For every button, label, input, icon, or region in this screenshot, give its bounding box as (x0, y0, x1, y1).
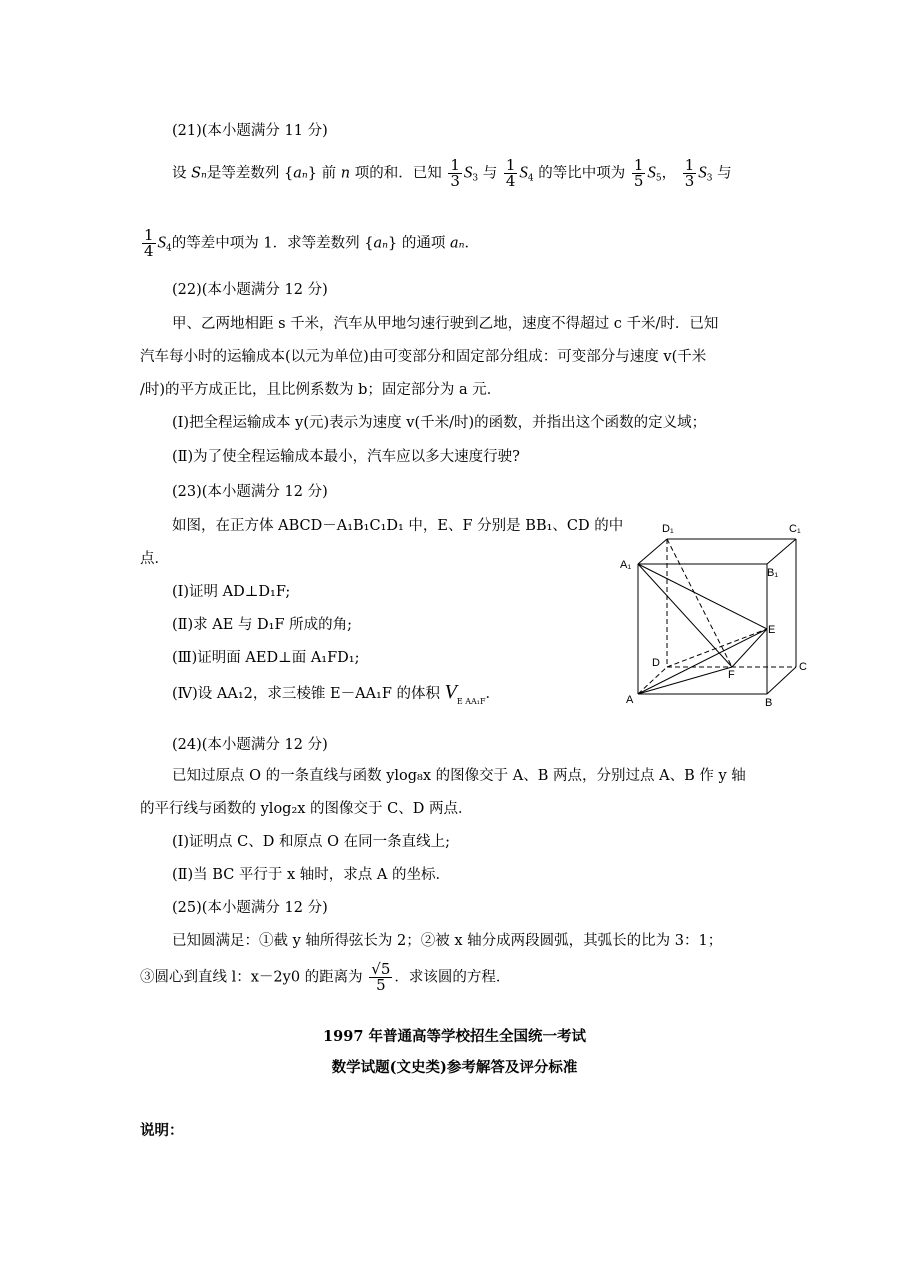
label-e: E (768, 624, 776, 636)
label-a1: A₁ (620, 559, 632, 571)
q24-line2: 的平行线与函数的 ylog₂x 的图像交于 C、D 两点． (140, 801, 473, 817)
q22-header: (22)(本小题满分 12 分) (172, 282, 328, 298)
q24-part1: (Ⅰ)证明点 C、D 和原点 O 在同一条直线上; (172, 834, 450, 850)
q22-line1: 甲、乙两地相距 s 千米，汽车从甲地匀速行驶到乙地，速度不得超过 c 千米/时．已知 (172, 316, 719, 332)
q21-an: aₙ (293, 165, 308, 182)
q25-header: (25)(本小题满分 12 分) (172, 900, 328, 916)
volume-subscript: E AA₁F (456, 697, 486, 706)
q21-text: 的等比中项为 (533, 165, 626, 182)
q23-part1: (Ⅰ)证明 AD⊥D₁F; (172, 584, 291, 600)
q21-text: } 前 (307, 165, 341, 182)
q21-an: aₙ (449, 235, 465, 252)
edge-bc (767, 667, 796, 694)
q25-line1: 已知圆满足：①截 y 轴所得弦长为 2；②被 x 轴分成两段圆弧，其弧长的比为 3：1； (172, 933, 723, 949)
q21-text: } 的通项 (387, 235, 450, 252)
fraction-1-3: $\frac{1}{3}$ (684, 156, 695, 190)
s3: S (698, 162, 707, 182)
q21-line1: 设 Sₙ是等差数列 {aₙ} 前 n 项的和．已知 $\frac{1}{3}$ $S_3$ 与 $\frac{1}{4}$ $S_4$ 的等比中项为 $\frac{1}{5}$ $S_5$， $\frac{1}{3}$ $S_3$ 与 (172, 156, 732, 190)
label-b: B (765, 697, 773, 709)
label-b1: B₁ (767, 567, 779, 579)
label-a: A (626, 694, 634, 706)
label-d: D (652, 657, 660, 669)
q23-part4: (Ⅳ)设 AA₁2，求三棱锥 E－AA₁F 的体积 $V_{E AA_1F}$． (172, 681, 501, 706)
fraction-1-4: $\frac{1}{4}$ (505, 156, 516, 190)
label-d1: D₁ (662, 523, 674, 535)
volume-v: V (444, 681, 457, 703)
q21-an: aₙ (373, 235, 388, 252)
fraction-sqrt5-5: $\frac{√5}{5}$ (371, 960, 391, 994)
label-f: F (728, 669, 735, 681)
segment-a1e (638, 564, 767, 629)
q21-text: 是等差数列 { (206, 165, 294, 182)
edge-b1c1 (767, 539, 796, 564)
q21-text: 的等差中项为 1．求等差数列 { (171, 235, 374, 252)
label-c1: C₁ (789, 523, 801, 535)
fraction-1-4: $\frac{1}{4}$ (144, 226, 154, 260)
q21-line2: $\frac{1}{4}$ $S_4$的等差中项为 1．求等差数列 {aₙ} 的通项 aₙ． (144, 226, 479, 260)
q21-text: ， (661, 165, 677, 182)
fraction-1-3: $\frac{1}{3}$ (450, 156, 460, 190)
answer-title-1: 1997 年普通高等学校招生全国统一考试 (323, 1028, 586, 1045)
s4: S (157, 232, 167, 252)
q21-sn: Sₙ (191, 165, 207, 182)
segment-a1f (638, 564, 732, 667)
q22-part1: (Ⅰ)把全程运输成本 y(元)表示为速度 v(千米/时)的函数，并指出这个函数的定义域； (172, 415, 707, 431)
s5: S (647, 162, 656, 182)
q21-text: 与 (478, 165, 498, 182)
q22-part2: (Ⅱ)为了使全程运输成本最小，汽车应以多大速度行驶? (172, 449, 520, 465)
q22-line2: 汽车每小时的运输成本(以元为单位)由可变部分和固定部分组成：可变部分与速度 v(千米 (140, 349, 707, 365)
cube-figure (615, 512, 815, 712)
q21-text: 设 (172, 165, 192, 182)
answer-note: 说明： (140, 1122, 184, 1139)
q25-line2: ③圆心到直线 l：x－2y0 的距离为 $\frac{√5}{5}$ ．求该圆的方程． (140, 960, 511, 994)
fraction-1-5: $\frac{1}{5}$ (633, 156, 644, 190)
q24-part2: (Ⅱ)当 BC 平行于 x 轴时，求点 A 的坐标． (172, 867, 450, 883)
q23-part3: (Ⅲ)证明面 AED⊥面 A₁FD₁; (172, 650, 360, 666)
q21-text: ． (464, 235, 479, 252)
q22-line3: /时)的平方成正比，且比例系数为 b；固定部分为 a 元． (140, 382, 502, 398)
segment-fe (732, 629, 767, 667)
hidden-segment-de (667, 629, 767, 667)
s3: S (463, 162, 473, 182)
q21-header: (21)(本小题满分 11 分) (172, 123, 328, 139)
q21-n: n (340, 165, 351, 182)
s4: S (519, 162, 528, 182)
q23-part2: (Ⅱ)求 AE 与 D₁F 所成的角; (172, 617, 353, 633)
q24-line1: 已知过原点 O 的一条直线与函数 ylog₈x 的图像交于 A、B 两点，分别过点 A、B 作 y 轴 (172, 768, 746, 784)
q24-header: (24)(本小题满分 12 分) (172, 737, 328, 753)
q21-text: 项的和．已知 (350, 165, 442, 182)
q23-line1: 如图，在正方体 ABCD－A₁B₁C₁D₁ 中，E、F 分别是 BB₁、CD 的中 (172, 518, 624, 534)
answer-title-2: 数学试题(文史类)参考解答及评分标准 (331, 1059, 578, 1076)
q23-line2: 点． (140, 551, 169, 567)
edge-a1d1 (638, 539, 667, 564)
label-c: C (799, 661, 807, 673)
q23-header: (23)(本小题满分 12 分) (172, 484, 328, 500)
q21-text: 与 (712, 165, 732, 182)
hidden-segment-d1f (667, 539, 732, 667)
